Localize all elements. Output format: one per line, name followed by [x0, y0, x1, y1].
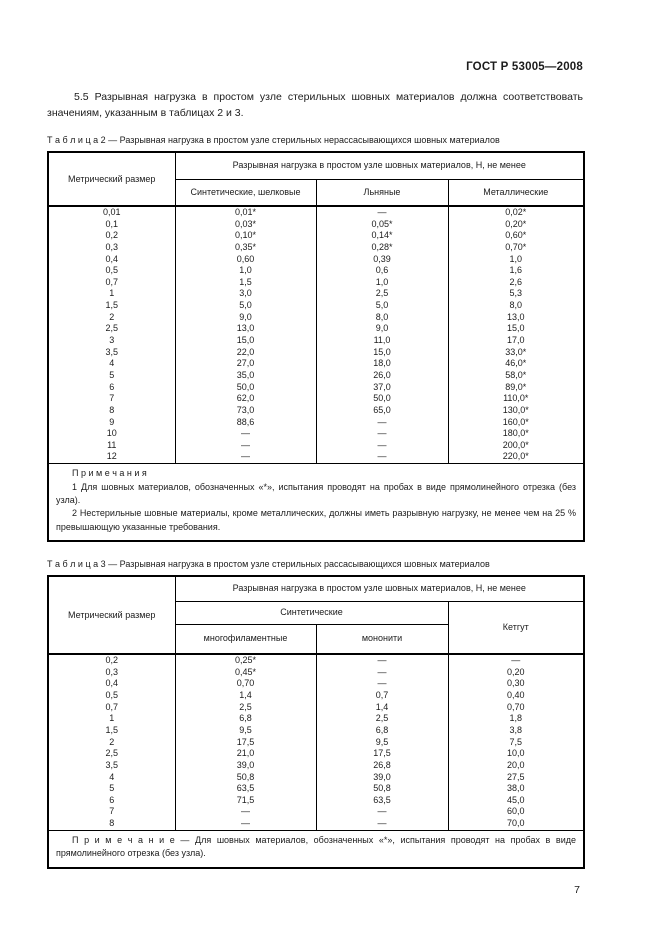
table-cell: 0,3	[48, 667, 175, 679]
table-cell: 8	[48, 818, 175, 830]
table-row	[48, 417, 584, 429]
table-cell: 0,60	[175, 254, 316, 266]
table-cell: 200,0*	[448, 440, 584, 452]
table-cell: 7,5	[448, 737, 584, 749]
table-row	[48, 737, 584, 749]
table-cell: 5	[48, 783, 175, 795]
table-cell: 0,03*	[175, 219, 316, 231]
table-row	[48, 818, 584, 830]
table-cell: 2	[48, 737, 175, 749]
table3-caption-label: Т а б л и ц а 3	[47, 559, 106, 570]
table2-notes-cell	[48, 464, 584, 542]
table-cell: 50,0	[316, 393, 448, 405]
table2-header	[48, 152, 584, 206]
table-row	[48, 760, 584, 772]
table-cell: —	[316, 678, 448, 690]
table-row	[48, 288, 584, 300]
table-row	[48, 667, 584, 679]
table-cell: 26,0	[316, 370, 448, 382]
table-cell: 2,5	[175, 702, 316, 714]
table2-caption	[47, 135, 583, 146]
table-cell: —	[175, 818, 316, 830]
table-cell: 0,20*	[448, 219, 584, 231]
table-cell: 0,10*	[175, 230, 316, 242]
table-cell: 0,45*	[175, 667, 316, 679]
table-cell: —	[316, 206, 448, 219]
table-cell: 3,0	[175, 288, 316, 300]
table-cell: 0,70	[175, 678, 316, 690]
table-cell: 39,0	[175, 760, 316, 772]
table-cell: 11	[48, 440, 175, 452]
table-cell: 0,70	[448, 702, 584, 714]
table-cell: 15,0	[448, 323, 584, 335]
table3-header	[48, 576, 584, 654]
table-cell: 0,30	[448, 678, 584, 690]
table-cell: 8,0	[448, 300, 584, 312]
table-row	[48, 358, 584, 370]
table-cell: 33,0*	[448, 347, 584, 359]
table-row	[48, 254, 584, 266]
table-cell: 11,0	[316, 335, 448, 347]
table-row	[48, 702, 584, 714]
table-cell: —	[175, 806, 316, 818]
table-cell: 220,0*	[448, 451, 584, 463]
table-cell: 1	[48, 288, 175, 300]
table-cell: 160,0*	[448, 417, 584, 429]
table-cell: 17,0	[448, 335, 584, 347]
table-cell: 0,4	[48, 678, 175, 690]
table2-footer	[48, 464, 584, 542]
table-row	[48, 748, 584, 760]
table-cell: 6	[48, 795, 175, 807]
table-row	[48, 312, 584, 324]
table-cell: 15,0	[316, 347, 448, 359]
table-cell: 0,28*	[316, 242, 448, 254]
table-cell: 4	[48, 772, 175, 784]
table3-body	[48, 654, 584, 830]
table-cell: 20,0	[448, 760, 584, 772]
table-row	[48, 654, 584, 667]
table-cell: —	[175, 451, 316, 463]
table-cell: 8,0	[316, 312, 448, 324]
table-cell: 0,7	[48, 277, 175, 289]
table-cell: —	[316, 818, 448, 830]
table-cell: 1,5	[175, 277, 316, 289]
table-cell: 60,0	[448, 806, 584, 818]
table-cell: 0,3	[48, 242, 175, 254]
table-row	[48, 678, 584, 690]
table-row	[48, 230, 584, 242]
table-cell: 9,0	[175, 312, 316, 324]
table-cell: —	[316, 440, 448, 452]
table-cell: —	[316, 417, 448, 429]
table-cell: 1,4	[316, 702, 448, 714]
table-cell: 63,5	[175, 783, 316, 795]
table-cell: 4	[48, 358, 175, 370]
table-cell: —	[448, 654, 584, 667]
table-cell: 50,8	[175, 772, 316, 784]
table-cell: 13,0	[448, 312, 584, 324]
table-cell: 9	[48, 417, 175, 429]
table-cell: 22,0	[175, 347, 316, 359]
table-cell: 0,5	[48, 690, 175, 702]
table-row	[48, 323, 584, 335]
table-cell: —	[175, 428, 316, 440]
table-cell: 89,0*	[448, 382, 584, 394]
table-cell: 45,0	[448, 795, 584, 807]
table-cell: 50,0	[175, 382, 316, 394]
table3-subheader-multifilament: многофиламентные	[175, 624, 316, 654]
table-cell: 9,5	[175, 725, 316, 737]
table-cell: 26,8	[316, 760, 448, 772]
table-cell: 17,5	[316, 748, 448, 760]
table-row	[48, 690, 584, 702]
table-cell: 6,8	[316, 725, 448, 737]
table-cell: 9,5	[316, 737, 448, 749]
table3-span-header: Разрывная нагрузка в простом узле шовных материалов, Н, не менее	[175, 576, 584, 601]
table-cell: 3	[48, 335, 175, 347]
table2-body	[48, 206, 584, 464]
table-row	[48, 347, 584, 359]
table-row	[48, 277, 584, 289]
table-cell: 6	[48, 382, 175, 394]
table-cell: 130,0*	[448, 405, 584, 417]
table-cell: 0,7	[316, 690, 448, 702]
page-number: 7	[574, 883, 580, 896]
table-cell: 58,0*	[448, 370, 584, 382]
table-cell: 37,0	[316, 382, 448, 394]
table-row	[48, 451, 584, 463]
table3-note	[56, 834, 576, 861]
table-row	[48, 265, 584, 277]
table-cell: 0,7	[48, 702, 175, 714]
table-cell: 3,5	[48, 760, 175, 772]
table-cell: 10	[48, 428, 175, 440]
table-cell: —	[316, 654, 448, 667]
table-row	[48, 335, 584, 347]
table2-caption-label: Т а б л и ц а 2	[47, 135, 106, 145]
table-cell: 3,5	[48, 347, 175, 359]
table-cell: 0,40	[448, 690, 584, 702]
table2-note-1: 1 Для шовных материалов, обозначенных «*», испытания проводят на пробах в виде прямолинейного отрезка (без узла).	[56, 481, 577, 505]
table2-col1-header: Метрический размер	[48, 152, 175, 206]
table-cell: 5,3	[448, 288, 584, 300]
table2-span-header: Разрывная нагрузка в простом узле шовных материалов, Н, не менее	[175, 152, 584, 179]
table2-notes-title: П р и м е ч а н и я	[72, 468, 147, 479]
table-cell: 2,5	[316, 288, 448, 300]
table-cell: 0,39	[316, 254, 448, 266]
clause-5-5-paragraph: 5.5 Разрывная нагрузка в простом узле стерильных шовных материалов должна соответствовать значениям, указанным в таблицах 2 и 3.	[47, 91, 583, 119]
table-cell: 71,5	[175, 795, 316, 807]
table2-subheader-metallic: Металлические	[448, 179, 584, 206]
table-row	[48, 783, 584, 795]
table-row	[48, 806, 584, 818]
table-cell: 0,2	[48, 654, 175, 667]
table-cell: —	[175, 440, 316, 452]
table-cell: 2	[48, 312, 175, 324]
table2-subheader-synthetic-silk: Синтетические, шелковые	[175, 179, 316, 206]
table3-note-cell	[48, 830, 584, 867]
table-cell: 50,8	[316, 783, 448, 795]
table-cell: —	[316, 451, 448, 463]
table-cell: 1,0	[448, 254, 584, 266]
table-cell: 1,8	[448, 713, 584, 725]
table-row	[48, 713, 584, 725]
table3-caption-text: — Разрывная нагрузка в простом узле стерильных рассасывающихся шовных материалов	[108, 559, 490, 570]
table-cell: 73,0	[175, 405, 316, 417]
table2-subheader-linen: Льняные	[316, 179, 448, 206]
table-row	[48, 382, 584, 394]
table3-note-title: П р и м е ч а н и е	[72, 834, 175, 845]
table-cell: 0,35*	[175, 242, 316, 254]
table-cell: 1,5	[48, 300, 175, 312]
page-content	[47, 0, 583, 896]
table-cell: 63,5	[316, 795, 448, 807]
table-row	[48, 300, 584, 312]
table-cell: 38,0	[448, 783, 584, 795]
table-cell: 5	[48, 370, 175, 382]
table-cell: —	[316, 667, 448, 679]
table-cell: 2,5	[48, 748, 175, 760]
table-cell: 15,0	[175, 335, 316, 347]
table-cell: 2,6	[448, 277, 584, 289]
table-cell: 2,5	[48, 323, 175, 335]
doc-number: ГОСТ Р 53005—2008	[466, 61, 583, 73]
table-cell: 0,1	[48, 219, 175, 231]
table-cell: 110,0*	[448, 393, 584, 405]
table-cell: 7	[48, 393, 175, 405]
table-cell: 9,0	[316, 323, 448, 335]
table-cell: 5,0	[175, 300, 316, 312]
table-cell: 10,0	[448, 748, 584, 760]
table-row	[48, 393, 584, 405]
table-row	[48, 428, 584, 440]
table3-footer	[48, 830, 584, 867]
table-cell: 1,0	[316, 277, 448, 289]
table-row	[48, 725, 584, 737]
table2-note-2: 2 Нестерильные шовные материалы, кроме металлических, должны иметь разрывную нагрузку, не менее чем на 25 % превышающую указанные требования.	[56, 508, 577, 532]
table-cell: 46,0*	[448, 358, 584, 370]
table-cell: 0,4	[48, 254, 175, 266]
table-cell: 70,0	[448, 818, 584, 830]
table-cell: 35,0	[175, 370, 316, 382]
table-cell: 0,2	[48, 230, 175, 242]
table-cell: 1,5	[48, 725, 175, 737]
table-cell: 27,0	[175, 358, 316, 370]
table-cell: 2,5	[316, 713, 448, 725]
table3-col4-header-catgut: Кетгут	[448, 601, 584, 654]
table-cell: 0,60*	[448, 230, 584, 242]
table-cell: 12	[48, 451, 175, 463]
table-cell: —	[316, 806, 448, 818]
table-cell: 0,6	[316, 265, 448, 277]
table-cell: 0,70*	[448, 242, 584, 254]
table-row	[48, 370, 584, 382]
table-cell: 0,20	[448, 667, 584, 679]
table-cell: 8	[48, 405, 175, 417]
table-cell: 62,0	[175, 393, 316, 405]
table-cell: 1,4	[175, 690, 316, 702]
table3-subheader-monofilament: мононити	[316, 624, 448, 654]
table2-caption-text: — Разрывная нагрузка в простом узле стерильных нерассасывающихся шовных материалов	[108, 135, 500, 145]
table-row	[48, 772, 584, 784]
table-cell: 0,02*	[448, 206, 584, 219]
table3-group-header-synthetic: Синтетические	[175, 601, 448, 624]
table-cell: 88,6	[175, 417, 316, 429]
table-row	[48, 440, 584, 452]
table-row	[48, 219, 584, 231]
table-cell: 13,0	[175, 323, 316, 335]
table-cell: 27,5	[448, 772, 584, 784]
table3-note-text: — Для шовных материалов, обозначенных «*», испытания проводят на пробах в виде прямолинейного отрезка (без узла).	[56, 834, 576, 859]
table-cell: 17,5	[175, 737, 316, 749]
table-row	[48, 206, 584, 219]
table-cell: 5,0	[316, 300, 448, 312]
table-row	[48, 405, 584, 417]
table-cell: 21,0	[175, 748, 316, 760]
table-cell: 7	[48, 806, 175, 818]
table-cell: 0,25*	[175, 654, 316, 667]
table-cell: 0,14*	[316, 230, 448, 242]
table-row	[48, 795, 584, 807]
table-cell: 1,0	[175, 265, 316, 277]
table-2-nonabsorbable-materials	[47, 151, 585, 542]
table-cell: —	[316, 428, 448, 440]
table-cell: 0,05*	[316, 219, 448, 231]
table-cell: 65,0	[316, 405, 448, 417]
table-cell: 0,5	[48, 265, 175, 277]
table3-caption	[47, 559, 583, 570]
table-cell: 180,0*	[448, 428, 584, 440]
table-cell: 6,8	[175, 713, 316, 725]
table-cell: 1	[48, 713, 175, 725]
table-cell: 0,01	[48, 206, 175, 219]
table-cell: 1,6	[448, 265, 584, 277]
table-row	[48, 242, 584, 254]
table-3-absorbable-materials	[47, 575, 585, 868]
table-cell: 3,8	[448, 725, 584, 737]
table-cell: 18,0	[316, 358, 448, 370]
table3-col1-header: Метрический размер	[48, 576, 175, 654]
table-cell: 0,01*	[175, 206, 316, 219]
table-cell: 39,0	[316, 772, 448, 784]
